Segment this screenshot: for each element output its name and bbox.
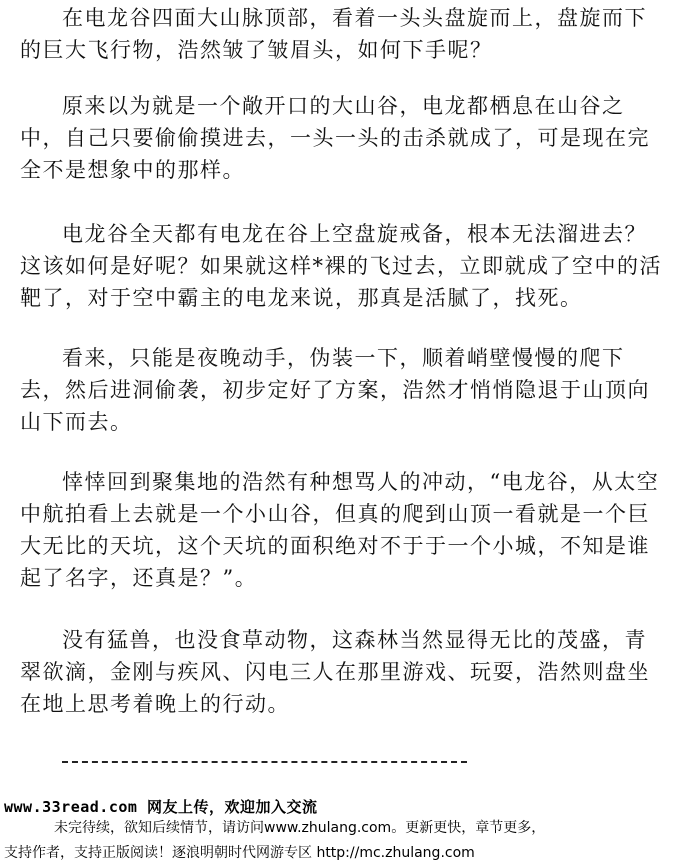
footer bbox=[0, 796, 680, 864]
paragraph-1: 在电龙谷四面大山脉顶部，看着一头头盘旋而上，盘旋而下的巨大飞行物，浩然皱了皱眉头，如何下手呢？ bbox=[20, 6, 647, 62]
paragraph-4: 看来，只能是夜晚动手，伪装一下，顺着峭壁慢慢的爬下去，然后进洞偷袭，初步定好了方案，浩然才悄悄隐退于山顶向山下而去。 bbox=[20, 346, 650, 434]
section-divider bbox=[62, 761, 467, 763]
paragraph-5: 悻悻回到聚集地的浩然有种想骂人的冲动，“电龙谷，从太空中航拍看上去就是一个小山谷，但真的爬到山顶一看就是一个巨大无比的天坑，这个天坑的面积绝对不于于一个小城，不知是谁起了名字，还真是？”。 bbox=[20, 470, 660, 590]
paragraph-2: 原来以为就是一个敞开口的大山谷，电龙都栖息在山谷之中，自己只要偷偷摸进去，一头一头的击杀就成了，可是现在完全不是想象中的那样。 bbox=[20, 94, 650, 182]
footer-site-notice: www.33read.com 网友上传，欢迎加入交流 bbox=[4, 798, 318, 816]
footer-continue-notice: 未完待续，欲知后续情节，请访问www.zhulang.com。更新更快，章节更多， bbox=[54, 820, 546, 836]
footer-support-notice: 支持作者，支持正版阅读！逐浪明朝时代网游专区 http://mc.zhulang.com bbox=[4, 845, 475, 861]
paragraph-6: 没有猛兽，也没食草动物，这森林当然显得无比的茂盛，青翠欲滴，金刚与疾风、闪电三人在那里游戏、玩耍，浩然则盘坐在地上思考着晚上的行动。 bbox=[20, 628, 650, 716]
paragraph-3: 电龙谷全天都有电龙在谷上空盘旋戒备，根本无法溜进去？这该如何是好呢？如果就这样*裸的飞过去，立即就成了空中的活靶了，对于空中霸主的电龙来说，那真是活腻了，找死。 bbox=[20, 222, 662, 310]
